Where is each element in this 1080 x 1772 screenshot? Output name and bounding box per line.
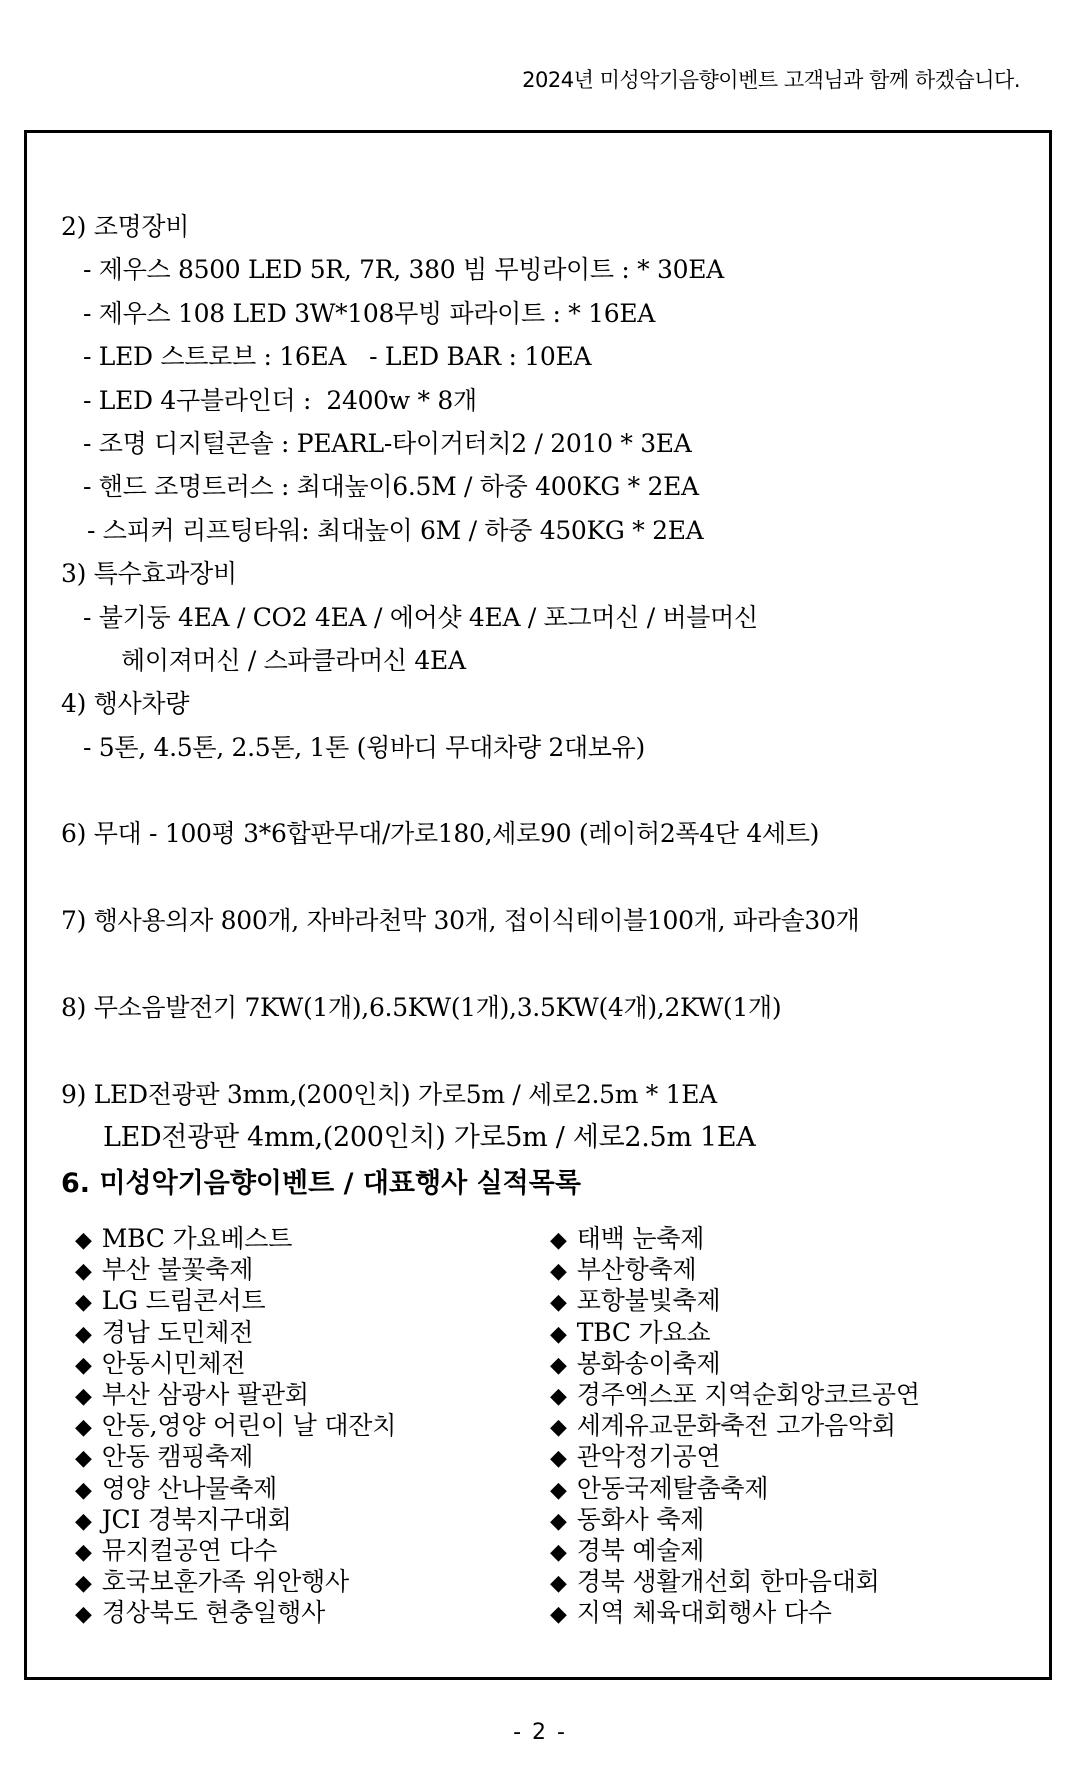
- equipment-line: 9) LED전광판 3mm,(200인치) 가로5m / 세로2.5m * 1EA: [61, 1079, 717, 1109]
- content-frame: [24, 130, 1052, 1680]
- page-number: - 2 -: [513, 1720, 567, 1745]
- achievement-label: 지역 체육대회행사 다수: [576, 1598, 832, 1628]
- diamond-bullet-icon: ◆: [75, 1228, 92, 1253]
- achievement-item: [550, 1504, 1020, 1535]
- diamond-bullet-icon: ◆: [75, 1477, 92, 1503]
- blank-line: [61, 856, 1029, 899]
- achievement-item: [75, 1473, 545, 1504]
- diamond-bullet-icon: ◆: [75, 1508, 92, 1534]
- achievement-label: JCI 경북지구대회: [101, 1504, 292, 1534]
- achievement-label: 경북 생활개선회 한마음대회: [576, 1567, 880, 1597]
- achievement-label: 안동국제탈춤축제: [576, 1473, 769, 1503]
- achievement-label: 경주엑스포 지역순회앙코르공연: [576, 1379, 920, 1409]
- equipment-line: - 제우스 108 LED 3W*108무빙 파라이트 : * 16EA: [83, 298, 656, 328]
- diamond-bullet-icon: ◆: [550, 1352, 567, 1378]
- achievement-label: 부산 불꽃축제: [101, 1255, 254, 1285]
- diamond-bullet-icon: ◆: [550, 1571, 567, 1597]
- achievement-item: [75, 1566, 545, 1597]
- equipment-line: 2) 조명장비: [61, 212, 190, 241]
- achievement-item: [75, 1348, 545, 1379]
- achievement-column-left: [75, 1223, 545, 1628]
- achievement-label: 경남 도민체전: [101, 1317, 254, 1347]
- blank-line: [61, 943, 1029, 986]
- achievement-label: 영양 산나물축제: [101, 1473, 278, 1503]
- equipment-line: - LED 4구블라인더 : 2400w * 8개: [83, 385, 477, 415]
- diamond-bullet-icon: ◆: [550, 1539, 567, 1565]
- equipment-line: 6) 무대 - 100평 3*6합판무대/가로180,세로90 (레이허2폭4단 4세트): [61, 819, 820, 849]
- achievement-item: [550, 1597, 1020, 1628]
- diamond-bullet-icon: ◆: [75, 1415, 92, 1441]
- achievement-item: [75, 1597, 545, 1628]
- achievement-item: [75, 1285, 545, 1316]
- diamond-bullet-icon: ◆: [75, 1446, 92, 1472]
- diamond-bullet-icon: ◆: [75, 1571, 92, 1597]
- equipment-line: 헤이져머신 / 스파클라머신 4EA: [121, 645, 466, 675]
- achievement-item: [550, 1441, 1020, 1472]
- achievement-item: [550, 1285, 1020, 1316]
- achievement-item: [550, 1535, 1020, 1566]
- achievement-label: TBC 가요쇼: [576, 1317, 711, 1347]
- achievement-label: 안동,영양 어린이 날 대잔치: [101, 1411, 397, 1441]
- diamond-bullet-icon: ◆: [550, 1228, 567, 1253]
- achievement-label: 뮤지컬공연 다수: [101, 1535, 278, 1565]
- diamond-bullet-icon: ◆: [75, 1383, 92, 1409]
- blank-line: [61, 769, 1029, 812]
- achievement-item: [75, 1379, 545, 1410]
- achievement-label: 경상북도 현충일행사: [101, 1598, 326, 1628]
- diamond-bullet-icon: ◆: [75, 1259, 92, 1285]
- diamond-bullet-icon: ◆: [75, 1602, 92, 1628]
- achievement-label: 호국보훈가족 위안행사: [101, 1567, 349, 1597]
- achievement-item: [75, 1223, 545, 1254]
- equipment-line: - 제우스 8500 LED 5R, 7R, 380 빔 무빙라이트 : * 30EA: [83, 255, 724, 285]
- equipment-line: 4) 행사차량: [61, 689, 190, 719]
- achievement-label: 경북 예술제: [576, 1535, 705, 1565]
- equipment-line: - 5톤, 4.5톤, 2.5톤, 1톤 (윙바디 무대차량 2대보유): [83, 732, 645, 762]
- achievement-label: 포항불빛축제: [576, 1286, 721, 1316]
- equipment-line: - 조명 디지털콘솔 : PEARL-타이거터치2 / 2010 * 3EA: [83, 428, 692, 458]
- diamond-bullet-icon: ◆: [75, 1321, 92, 1347]
- achievement-item: [75, 1535, 545, 1566]
- achievement-item: [550, 1410, 1020, 1441]
- diamond-bullet-icon: ◆: [75, 1352, 92, 1378]
- achievement-item: [75, 1504, 545, 1535]
- equipment-line: - 불기둥 4EA / CO2 4EA / 에어샷 4EA / 포그머신 / 버블머신: [83, 602, 758, 632]
- achievement-label: 관악정기공연: [576, 1442, 721, 1472]
- equipment-line: - 스피커 리프팅타워: 최대높이 6M / 하중 450KG * 2EA: [87, 515, 704, 545]
- equipment-line: - 핸드 조명트러스 : 최대높이6.5M / 하중 400KG * 2EA: [83, 472, 699, 502]
- achievement-item: [550, 1254, 1020, 1285]
- diamond-bullet-icon: ◆: [550, 1383, 567, 1409]
- achievement-label: 태백 눈축제: [576, 1224, 705, 1253]
- equipment-list: [61, 205, 1029, 1160]
- equipment-line: - LED 스트로브 : 16EA - LED BAR : 10EA: [83, 342, 592, 372]
- diamond-bullet-icon: ◆: [550, 1415, 567, 1441]
- achievement-item: [75, 1441, 545, 1472]
- diamond-bullet-icon: ◆: [550, 1321, 567, 1347]
- equipment-line: LED전광판 4mm,(200인치) 가로5m / 세로2.5m 1EA: [103, 1122, 756, 1154]
- achievement-label: 안동시민체전: [101, 1348, 246, 1378]
- achievement-item: [550, 1317, 1020, 1348]
- equipment-line: 8) 무소음발전기 7KW(1개),6.5KW(1개),3.5KW(4개),2KW(1개): [61, 993, 782, 1023]
- achievement-label: 부산 삼광사 팔관회: [101, 1379, 309, 1409]
- diamond-bullet-icon: ◆: [550, 1477, 567, 1503]
- diamond-bullet-icon: ◆: [550, 1602, 567, 1628]
- diamond-bullet-icon: ◆: [550, 1259, 567, 1285]
- equipment-line: 7) 행사용의자 800개, 자바라천막 30개, 접이식테이블100개, 파라솔30개: [61, 906, 860, 936]
- diamond-bullet-icon: ◆: [550, 1446, 567, 1472]
- achievement-label: 세계유교문화축전 고가음악회: [576, 1411, 896, 1441]
- achievement-item: [550, 1566, 1020, 1597]
- equipment-line: 3) 특수효과장비: [61, 559, 237, 589]
- page-header: 2024년 미성악기음향이벤트 고객님과 함께 하겠습니다.: [522, 68, 1020, 92]
- achievement-label: LG 드림콘서트: [101, 1286, 266, 1316]
- diamond-bullet-icon: ◆: [550, 1290, 567, 1316]
- achievement-item: [550, 1223, 1020, 1254]
- achievement-label: 안동 캠핑축제: [101, 1442, 254, 1472]
- achievement-label: MBC 가요베스트: [101, 1224, 293, 1253]
- achievement-label: 부산항축제: [576, 1255, 697, 1285]
- section-6-title: 6. 미성악기음향이벤트 / 대표행사 실적목록: [61, 1168, 581, 1199]
- achievement-item: [75, 1317, 545, 1348]
- achievement-item: [75, 1410, 545, 1441]
- achievement-label: 봉화송이축제: [576, 1348, 721, 1378]
- achievement-label: 동화사 축제: [576, 1504, 705, 1534]
- achievement-column-right: [550, 1223, 1020, 1628]
- achievement-item: [550, 1473, 1020, 1504]
- achievement-item: [550, 1348, 1020, 1379]
- achievement-item: [550, 1379, 1020, 1410]
- diamond-bullet-icon: ◆: [75, 1539, 92, 1565]
- achievement-item: [75, 1254, 545, 1285]
- diamond-bullet-icon: ◆: [550, 1508, 567, 1534]
- blank-line: [61, 1029, 1029, 1072]
- diamond-bullet-icon: ◆: [75, 1290, 92, 1316]
